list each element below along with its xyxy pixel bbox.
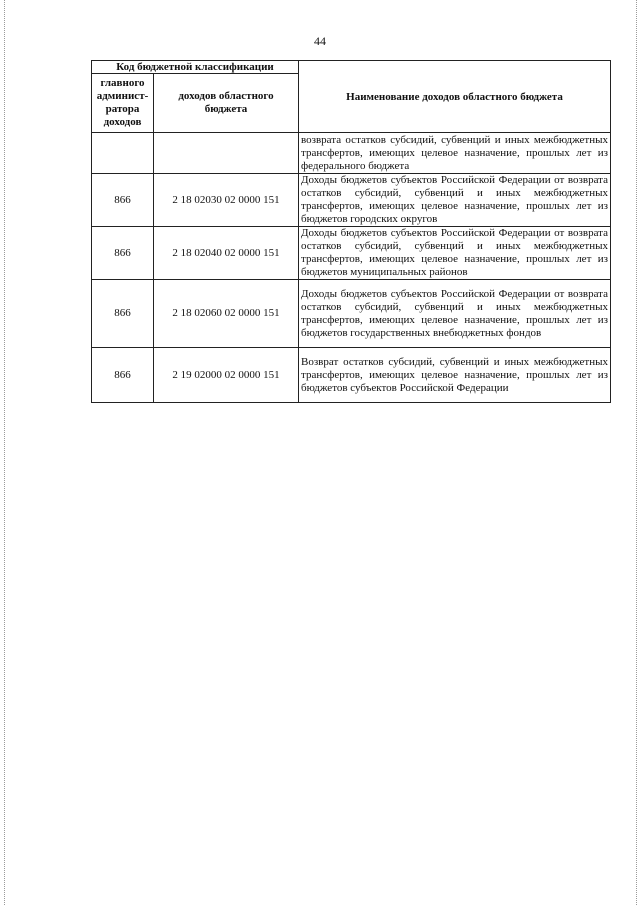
cell-admin: 866 (92, 280, 154, 348)
cell-code: 2 18 02040 02 0000 151 (154, 227, 299, 280)
header-group-title: Код бюджетной классификации (92, 61, 299, 74)
cell-code: 2 18 02060 02 0000 151 (154, 280, 299, 348)
table-row (92, 227, 611, 280)
table-row (92, 348, 611, 403)
page-edge-right (636, 0, 637, 905)
header-col-admin: главного админист-ратора доходов (92, 74, 154, 133)
table-row (92, 174, 611, 227)
cell-code: 2 18 02030 02 0000 151 (154, 174, 299, 227)
table-row (92, 280, 611, 348)
table-row (92, 133, 611, 174)
cell-name: возврата остатков субсидий, субвенций и иных межбюджетных трансфертов, имеющих целевое назначение, прошлых лет из федерального бюджета (299, 133, 611, 174)
cell-code: 2 19 02000 02 0000 151 (154, 348, 299, 403)
cell-name: Доходы бюджетов субъектов Российской Федерации от возврата остатков субсидий, субвенций и иных межбюджетных трансфертов, имеющих целевое назначение, прошлых лет из бюджетов государственных внебюджетных фондов (299, 280, 611, 348)
page-number: 44 (314, 34, 326, 48)
cell-admin: 866 (92, 174, 154, 227)
cell-admin: 866 (92, 348, 154, 403)
header-col-name: Наименование доходов областного бюджета (299, 61, 611, 133)
cell-admin: 866 (92, 227, 154, 280)
budget-classification-table (91, 60, 611, 403)
header-col-code: доходов областного бюджета (154, 74, 299, 133)
page-edge-left (4, 0, 5, 905)
cell-admin (92, 133, 154, 174)
cell-name: Доходы бюджетов субъектов Российской Федерации от возврата остатков субсидий, субвенций и иных межбюджетных трансфертов, имеющих целевое назначение, прошлых лет из бюджетов муниципальных районов (299, 227, 611, 280)
cell-code (154, 133, 299, 174)
cell-name: Доходы бюджетов субъектов Российской Федерации от возврата остатков субсидий, субвенций и иных межбюджетных трансфертов, имеющих целевое назначение, прошлых лет из бюджетов городских округов (299, 174, 611, 227)
table-header-row-group (92, 61, 611, 74)
cell-name: Возврат остатков субсидий, субвенций и иных межбюджетных трансфертов, имеющих целевое назначение, прошлых лет из бюджетов субъектов Российской Федерации (299, 348, 611, 403)
